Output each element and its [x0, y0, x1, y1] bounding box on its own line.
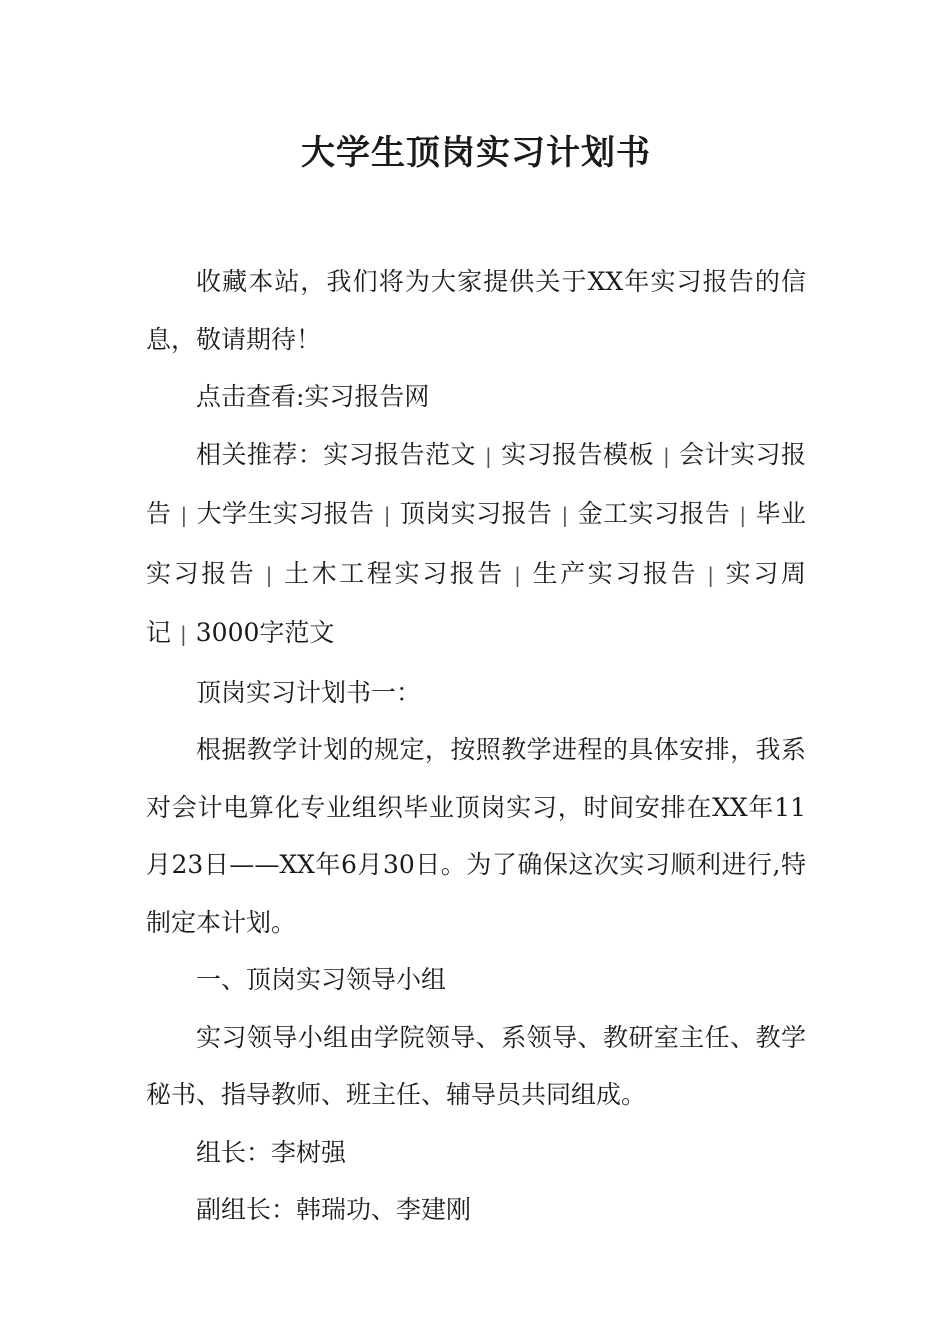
intro-paragraph: 收藏本站，我们将为大家提供关于XX年实习报告的信息，敬请期待！ — [146, 267, 806, 354]
related-link-dinggang-report[interactable]: 顶岗实习报告 — [399, 499, 553, 528]
related-link-student-report[interactable]: 大学生实习报告 — [196, 499, 375, 528]
leadership-paragraph: 实习领导小组由学院领导、系领导、教研室主任、教学秘书、指导教师、班主任、辅导员共同组成。 — [146, 1022, 806, 1109]
link-separator: | — [180, 503, 188, 527]
related-link-report-templates[interactable]: 实习报告模板 — [500, 439, 654, 469]
group-leader: 组长：李树强 — [196, 1137, 347, 1167]
link-separator: | — [739, 503, 747, 527]
link-separator: | — [383, 503, 391, 527]
related-link-report-samples[interactable]: 实习报告范文 — [323, 439, 477, 469]
document-page — [146, 0, 806, 1344]
related-link-accounting-report[interactable]: 会计实习报告 — [146, 439, 806, 528]
related-label: 相关推荐： — [196, 439, 324, 469]
section-heading: 顶岗实习计划书一： — [196, 677, 422, 707]
related-link-weekly-journal[interactable]: 实习周记 — [146, 558, 806, 647]
related-link-production-report[interactable]: 生产实习报告 — [529, 558, 699, 588]
link-separator: | — [485, 443, 492, 468]
link-separator: | — [561, 503, 569, 527]
link-separator: | — [180, 622, 187, 646]
document-title: 大学生顶岗实习计划书 — [301, 133, 651, 173]
plan-paragraph: 根据教学计划的规定，按照教学进程的具体安排，我系对会计电算化专业组织毕业顶岗实习，时间安排在XX年11月23日——XX年6月30日。为了确保这次实习顺利进行,特制定本计划。 — [146, 735, 806, 937]
heading-leadership-group: 一、顶岗实习领导小组 — [196, 965, 447, 994]
document-body — [146, 253, 806, 1239]
link-separator: | — [514, 562, 521, 587]
deputy-group-leader: 副组长：韩瑞功、李建刚 — [196, 1195, 472, 1224]
link-separator: | — [662, 443, 670, 468]
related-recommendations — [146, 426, 806, 664]
related-link-metalwork-report[interactable]: 金工实习报告 — [577, 499, 731, 528]
related-link-3000-word-essay[interactable]: 3000字范文 — [195, 618, 335, 647]
related-link-civil-engineering-report[interactable]: 土木工程实习报告 — [281, 558, 506, 588]
related-link-graduation-report[interactable]: 毕业实习报告 — [146, 499, 806, 588]
link-separator: | — [265, 562, 273, 587]
link-separator: | — [707, 562, 715, 587]
click-view-link[interactable]: 点击查看:实习报告网 — [196, 382, 430, 411]
